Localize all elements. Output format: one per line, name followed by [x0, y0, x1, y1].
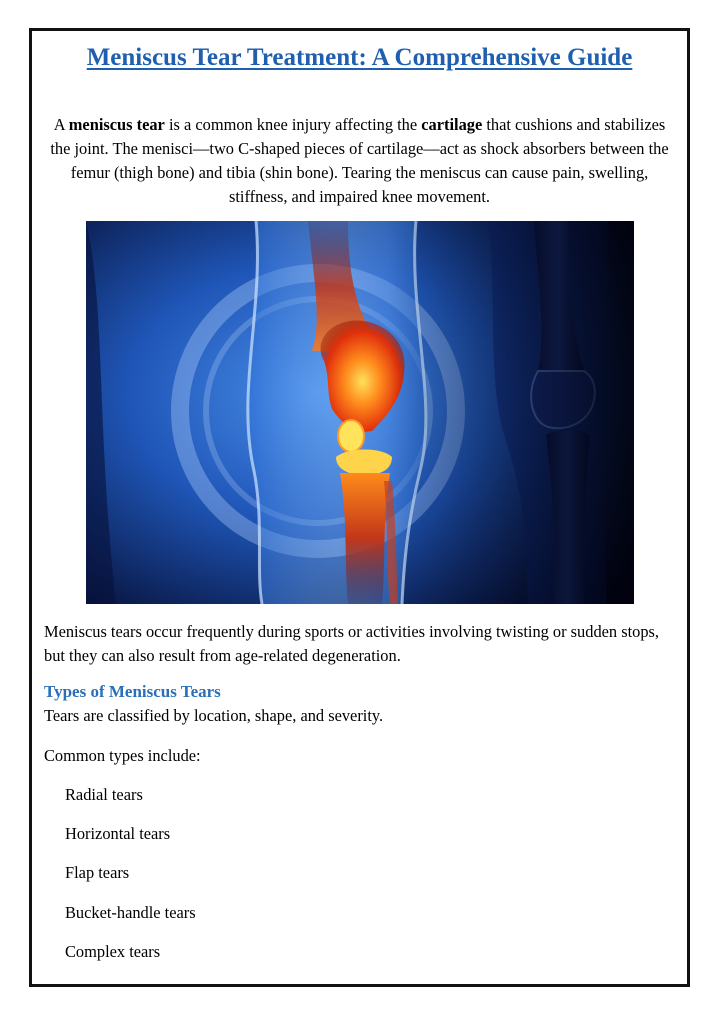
- intro-bold-cartilage: cartilage: [421, 115, 483, 134]
- list-item: Complex tears: [65, 941, 161, 961]
- intro-text-3: that cushions and stabilizes the joint. The menisci—two C-shaped pieces of cartilage—act as shock absorbers between the femur (thigh bone) and tibia (shin bone). Tearing the meniscus can cause pain, swelling, stiffness, and impaired knee movement.: [50, 115, 669, 206]
- intro-text-2: is a common knee injury affecting the: [164, 115, 422, 134]
- list-item: Horizontal tears: [65, 824, 171, 844]
- knee-xray-illustration: [86, 221, 634, 604]
- list-item: Radial tears: [65, 785, 143, 804]
- types-intro: Tears are classified by location, shape, and severity.: [44, 706, 384, 725]
- intro-paragraph: [50, 113, 669, 209]
- intro-bold-meniscus-tear: meniscus tear: [68, 115, 165, 134]
- common-types-label: Common types include:: [44, 746, 201, 765]
- types-heading: Types of Meniscus Tears: [44, 682, 221, 701]
- page-title: Meniscus Tear Treatment: A Comprehensive Guide: [86, 44, 633, 71]
- list-item: Flap tears: [65, 863, 130, 883]
- sports-paragraph: Meniscus tears occur frequently during sports or activities involving twisting or sudden stops, but they can also result from age-related degeneration.: [44, 622, 660, 665]
- intro-text-1: A: [53, 115, 69, 134]
- list-item: Bucket-handle tears: [65, 902, 196, 922]
- tear-types-list: [65, 783, 196, 979]
